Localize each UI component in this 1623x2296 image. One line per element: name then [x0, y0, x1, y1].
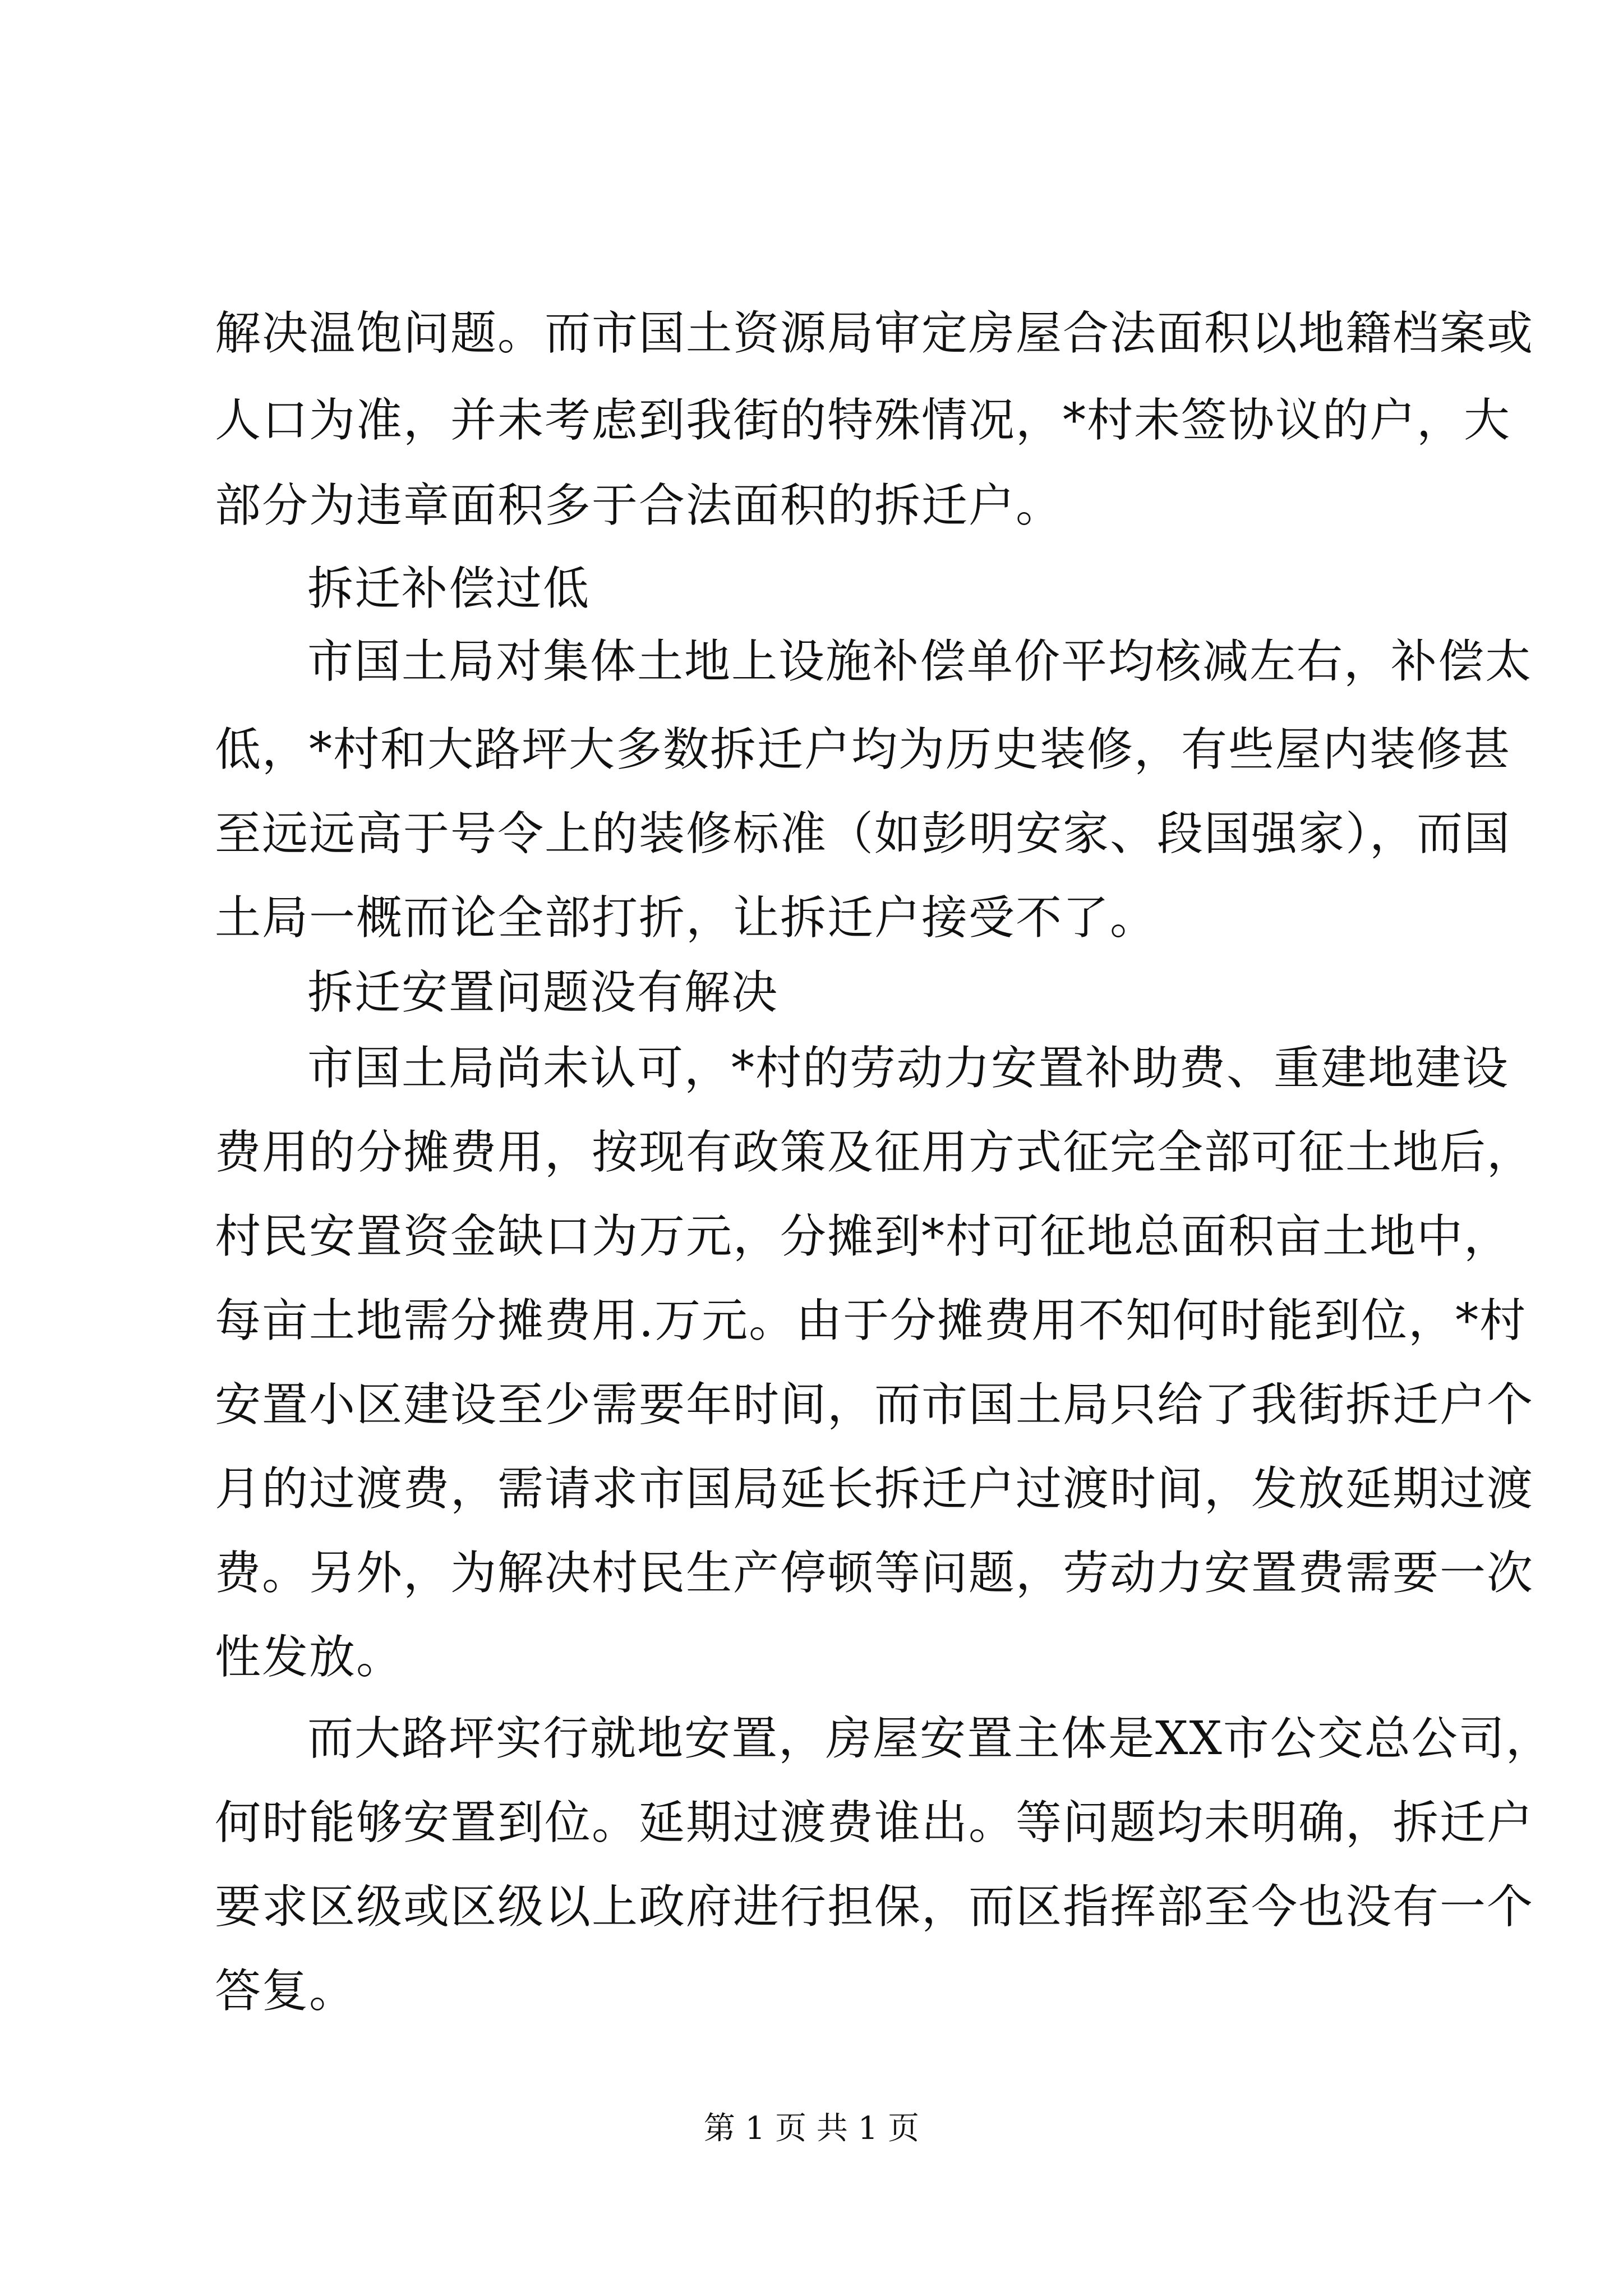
- text-line: 月的过渡费，需请求市国局延长拆迁户过渡时间，发放延期过渡: [215, 1462, 1534, 1516]
- text-line: 至远远高于号令上的装修标准（如彭明安家、段国强家），而国: [215, 807, 1511, 861]
- text-line: 费用的分摊费用，按现有政策及征用方式征完全部可征土地后，: [215, 1126, 1534, 1179]
- text-line: 每亩土地需分摊费用.万元。由于分摊费用不知何时能到位，*村: [215, 1294, 1527, 1347]
- text-line: 低，*村和大路坪大多数拆迁户均为历史装修，有些屋内装修甚: [215, 723, 1511, 776]
- text-line: 市国土局尚未认可，*村的劳动力安置补助费、重建地建设: [307, 1042, 1510, 1095]
- text-line: 部分为违章面积多于合法面积的拆迁户。: [215, 479, 1063, 532]
- text-line: 解决温饱问题。而市国土资源局审定房屋合法面积以地籍档案或: [215, 307, 1534, 360]
- text-line: 安置小区建设至少需要年时间，而市国土局只给了我街拆迁户个: [215, 1378, 1534, 1432]
- text-line: 人口为准，并未考虑到我街的特殊情况，*村未签协议的户，大: [215, 394, 1511, 447]
- text-line: 土局一概而论全部打折，让拆迁户接受不了。: [215, 891, 1158, 945]
- page-number: 第 1 页 共 1 页: [703, 2110, 920, 2147]
- text-line: 性发放。: [215, 1631, 404, 1684]
- section-heading: 拆迁补偿过低: [307, 562, 591, 615]
- text-line: 要求区级或区级以上政府进行担保，而区指挥部至今也没有一个: [215, 1880, 1534, 1934]
- section-heading: 拆迁安置问题没有解决: [307, 966, 779, 1019]
- text-line: 费。另外，为解决村民生产停顿等问题，劳动力安置费需要一次: [215, 1547, 1534, 1600]
- text-line: 村民安置资金缺口为万元，分摊到*村可征地总面积亩土地中，: [215, 1210, 1511, 1263]
- text-line: 答复。: [215, 1964, 357, 2018]
- text-line: 而大路坪实行就地安置，房屋安置主体是XX市公交总公司，: [307, 1712, 1553, 1765]
- text-line: 市国土局对集体土地上设施补偿单价平均核减左右，补偿太: [307, 635, 1533, 688]
- text-line: 何时能够安置到位。延期过渡费谁出。等问题均未明确，拆迁户: [215, 1796, 1534, 1849]
